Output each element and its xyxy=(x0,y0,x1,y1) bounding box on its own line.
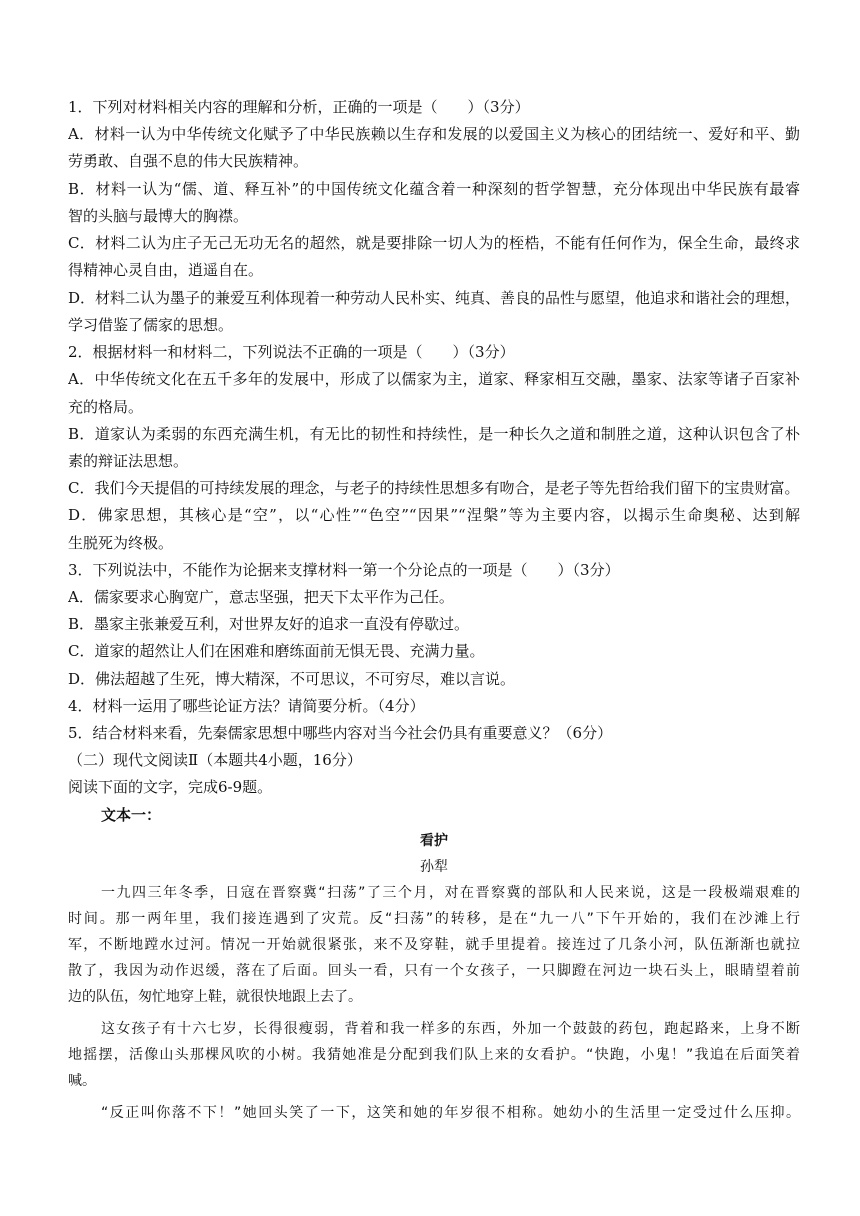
q1-option-c-line2: 得精神心灵自由，逍遥自在。 xyxy=(68,261,264,279)
story-title: 看护 xyxy=(420,833,448,849)
q3-option-c: C．道家的超然让人们在困难和磨练面前无惧无畏、充满力量。 xyxy=(68,642,485,660)
question-5: 5．结合材料来看，先秦儒家思想中哪些内容对当今社会仍具有重要意义？（6分） xyxy=(68,724,613,742)
q1-option-d-line1: D．材料二认为墨子的兼爱互利体现着一种劳动人民朴实、纯真、善良的品性与愿望，他追求和谐社会的理想， xyxy=(68,289,800,307)
q2-option-c: C．我们今天提倡的可持续发展的理念，与老子的持续性思想多有吻合，是老子等先哲给我们留下的宝贵财富。 xyxy=(68,479,800,497)
q2-option-d-line2: 生脱死为终极。 xyxy=(68,534,174,552)
question-2: 2．根据材料一和材料二，下列说法不正确的一项是（ ）（3分） xyxy=(68,343,515,361)
q1-option-a-line2: 劳勇敢、自强不息的伟大民族精神。 xyxy=(68,152,309,170)
story-p1-line4: 散了，我因为动作迟缓，落在了后面。回头一看，只有一个女孩子，一只脚蹬在河边一块石头上，眼睛望着前 xyxy=(68,963,800,979)
q1-option-d-line2: 学习借鉴了儒家的思想。 xyxy=(68,316,234,334)
section-instruction: 阅读下面的文字，完成6-9题。 xyxy=(68,778,273,796)
story-p1-line1: 一九四三年冬季，日寇在晋察冀“扫荡”了三个月，对在晋察冀的部队和人民来说，这是一段极端艰难的 xyxy=(101,885,800,901)
q3-option-d: D．佛法超越了生死，博大精深，不可思议，不可穷尽，难以言说。 xyxy=(68,670,516,688)
section-heading: （二）现代文阅读Ⅱ（本题共4小题，16分） xyxy=(68,751,362,769)
story-p2-line2: 地摇摆，活像山头那棵风吹的小树。我猜她准是分配到我们队上来的女看护。“快跑，小鬼！”我追在后面笑着 xyxy=(68,1047,800,1063)
q2-option-b-line1: B．道家认为柔弱的东西充满生机，有无比的韧性和持续性，是一种长久之道和制胜之道，这种认识包含了朴 xyxy=(68,425,800,443)
story-p1-line2: 时间。那一两年里，我们接连遇到了灾荒。反“扫荡”的转移，是在“九一八”下午开始的，我们在沙滩上行 xyxy=(68,911,800,927)
question-3: 3．下列说法中，不能作为论据来支撑材料一第一个分论点的一项是（ ）（3分） xyxy=(68,561,620,579)
q2-option-a-line2: 充的格局。 xyxy=(68,398,144,416)
story-p2-line3: 喊。 xyxy=(68,1073,96,1089)
q2-option-b-line2: 素的辩证法思想。 xyxy=(68,452,189,470)
question-1: 1．下列对材料相关内容的理解和分析，正确的一项是（ ）（3分） xyxy=(68,98,530,116)
q1-option-b-line1: B．材料一认为“儒、道、释互补”的中国传统文化蕴含着一种深刻的哲学智慧，充分体现出中华民族有最睿 xyxy=(68,180,800,198)
story-author: 孙犁 xyxy=(420,859,448,875)
story-p1-line5: 边的队伍，匆忙地穿上鞋，就很快地跟上去了。 xyxy=(68,989,362,1005)
question-4: 4．材料一运用了哪些论证方法？请简要分析。（4分） xyxy=(68,697,425,715)
q1-option-c-line1: C．材料二认为庄子无己无功无名的超然，就是要排除一切人为的桎梏，不能有任何作为，保全生命，最终求 xyxy=(68,234,800,252)
q3-option-b: B．墨家主张兼爱互利，对世界友好的追求一直没有停歇过。 xyxy=(68,615,470,633)
q1-option-b-line2: 智的头脑与最博大的胸襟。 xyxy=(68,207,249,225)
q1-option-a-line1: A．材料一认为中华传统文化赋予了中华民族赖以生存和发展的以爱国主义为核心的团结统一、爱好和平、勤 xyxy=(68,125,800,143)
story-p2-line1: 这女孩子有十六七岁，长得很瘦弱，背着和我一样多的东西，外加一个鼓鼓的药包，跑起路来，上身不断 xyxy=(101,1021,800,1037)
q3-option-a: A．儒家要求心胸宽广，意志坚强，把天下太平作为己任。 xyxy=(68,588,454,606)
q2-option-d-line1: D．佛家思想，其核心是“空”，以“心性”“色空”“因果”“涅槃”等为主要内容，以揭示生命奥秘、达到解 xyxy=(68,506,800,524)
story-p3-line1: “反正叫你落不下！”她回头笑了一下，这笑和她的年岁很不相称。她幼小的生活里一定受过什么压抑。 xyxy=(101,1105,800,1121)
story-p1-line3: 军，不断地蹚水过河。情况一开始就很紧张，来不及穿鞋，就手里提着。接连过了几条小河，队伍渐渐也就拉 xyxy=(68,937,800,953)
text-one-label: 文本一： xyxy=(101,806,162,824)
q2-option-a-line1: A．中华传统文化在五千多年的发展中，形成了以儒家为主，道家、释家相互交融，墨家、法家等诸子百家补 xyxy=(68,370,800,388)
